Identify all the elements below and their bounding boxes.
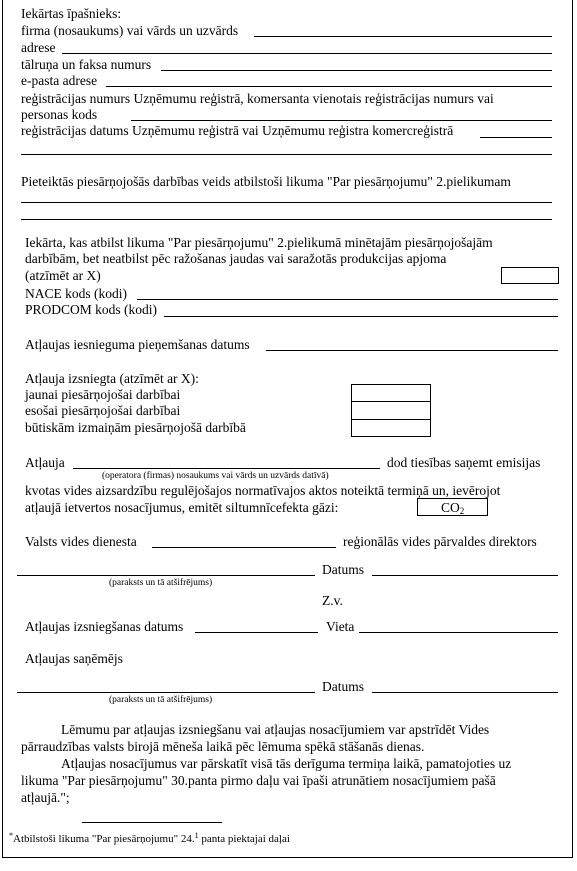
note-2-line-1: Atļaujas nosacījumus var pārskatīt visā tās derīguma termiņa laikā, pamatojoties uz bbox=[61, 756, 512, 771]
activity-label: Pieteiktās piesārņojošās darbības veids atbilstoši likuma "Par piesārņojumu" 2.pielikumam bbox=[21, 174, 511, 189]
receiver-date-label: Datums bbox=[322, 679, 364, 694]
permit-text-2: kvotas vides aizsardzību regulējošajos normatīvajos aktos noteiktā termiņā un, ievērojot bbox=[25, 483, 501, 498]
seal-place-label: Z.v. bbox=[322, 593, 343, 608]
application-date-field[interactable] bbox=[266, 350, 558, 351]
installation-text-1: Iekārta, kas atbilst likuma "Par piesārņojumu" 2.pielikumā minētajām piesārņojošajām bbox=[25, 235, 493, 250]
issued-for-heading: Atļauja izsniegta (atzīmēt ar X): bbox=[25, 371, 199, 386]
activity-field-line-1[interactable] bbox=[21, 202, 552, 203]
prodcom-label: PRODCOM kods (kodi) bbox=[25, 302, 158, 317]
note-1-line-2: pārraudzības valsts birojā mēneša laikā pēc lēmuma spēkā stāšanās dienas. bbox=[21, 739, 425, 754]
issued-option-change: būtiskām izmaiņām piesārņojošā darbībā bbox=[25, 420, 246, 435]
issue-place-label: Vieta bbox=[326, 619, 355, 634]
issued-option-existing: esošai piesārņojošai darbībai bbox=[25, 403, 181, 418]
checkbox-existing-activity[interactable] bbox=[351, 401, 431, 420]
director-sign-hint: (paraksts un tā atšifrējums) bbox=[109, 578, 213, 588]
email-field[interactable] bbox=[106, 86, 552, 87]
note-2-line-3: atļaujā."; bbox=[21, 790, 70, 805]
permit-text-3: atļaujā ietvertos nosacījumus, emitēt siltumnīcefekta gāzi: bbox=[25, 500, 339, 515]
issued-option-new: jaunai piesārņojošai darbībai bbox=[25, 387, 181, 402]
note-2-line-2: likuma "Par piesārņojumu" 30.panta pirmo daļu vai īpaši atrunātiem nosacījumiem pašā bbox=[21, 773, 496, 788]
reg-date-label: reģistrācijas datums Uzņēmumu reģistrā vai Uzņēmumu reģistra komercreģistrā bbox=[21, 123, 454, 138]
phone-fax-field[interactable] bbox=[161, 70, 552, 71]
nace-label: NACE kods (kodi) bbox=[25, 286, 127, 301]
address-label: adrese bbox=[21, 40, 56, 55]
receiver-label: Atļaujas saņēmējs bbox=[25, 651, 123, 666]
checkbox-significant-change[interactable] bbox=[351, 419, 431, 437]
blank-line[interactable] bbox=[21, 154, 552, 155]
reg-number-field[interactable] bbox=[131, 120, 552, 121]
permit-label: Atļauja bbox=[25, 455, 65, 470]
footnote-separator bbox=[82, 822, 222, 823]
checkbox-new-activity[interactable] bbox=[351, 384, 431, 402]
receiver-date-field[interactable] bbox=[372, 692, 558, 693]
footnote: *Atbilstoši likuma "Par piesārņojumu" 24.$^1$ panta piektajai daļai bbox=[9, 831, 290, 845]
reg-date-field[interactable] bbox=[480, 137, 552, 138]
receiver-sign-hint: (paraksts un tā atšifrējums) bbox=[109, 695, 213, 705]
director-date-label: Datums bbox=[322, 562, 364, 577]
company-field[interactable] bbox=[254, 36, 552, 37]
application-date-label: Atļaujas iesnieguma pieņemšanas datums bbox=[25, 337, 250, 352]
issue-place-field[interactable] bbox=[359, 632, 558, 633]
address-field[interactable] bbox=[62, 53, 552, 54]
phone-fax-label: tālruņa un faksa numurs bbox=[21, 57, 152, 72]
gas-formula: $CO_2$ bbox=[441, 500, 465, 516]
prodcom-field[interactable] bbox=[164, 316, 558, 317]
company-label: firma (nosaukums) vai vārds un uzvārds bbox=[21, 23, 239, 38]
installation-checkbox[interactable] bbox=[501, 267, 559, 284]
reg-number-label: reģistrācijas numurs Uzņēmumu reģistrā, komersanta vienotais reģistrācijas numurs vai bbox=[21, 91, 494, 106]
service-region-field[interactable] bbox=[152, 547, 336, 548]
receiver-signature-field[interactable] bbox=[17, 692, 315, 693]
issue-date-label: Atļaujas izsniegšanas datums bbox=[25, 619, 184, 634]
service-label: Valsts vides dienesta bbox=[25, 534, 137, 549]
issue-date-field[interactable] bbox=[195, 632, 318, 633]
director-label: reģionālās vides pārvaldes direktors bbox=[343, 534, 537, 549]
installation-text-3: (atzīmēt ar X) bbox=[25, 268, 101, 283]
permit-right-text: dod tiesības saņemt emisijas bbox=[387, 455, 541, 470]
director-date-field[interactable] bbox=[372, 575, 558, 576]
director-signature-field[interactable] bbox=[17, 575, 315, 576]
installation-text-2: darbībām, bet neatbilst pēc ražošanas jaudas vai saražotās produkcijas apjoma bbox=[25, 251, 447, 266]
note-1-line-1: Lēmumu par atļaujas izsniegšanu vai atļaujas nosacījumiem var apstrīdēt Vides bbox=[61, 722, 490, 737]
operator-name-field[interactable] bbox=[73, 468, 380, 469]
nace-field[interactable] bbox=[137, 299, 558, 300]
owner-heading: Iekārtas īpašnieks: bbox=[21, 6, 122, 21]
reg-number-label-cont: personas kods bbox=[21, 107, 98, 122]
activity-field-line-2[interactable] bbox=[21, 219, 552, 220]
email-label: e-pasta adrese bbox=[21, 73, 98, 88]
operator-hint: (operatora (firmas) nosaukums vai vārds un uzvārds datīvā) bbox=[102, 471, 329, 481]
